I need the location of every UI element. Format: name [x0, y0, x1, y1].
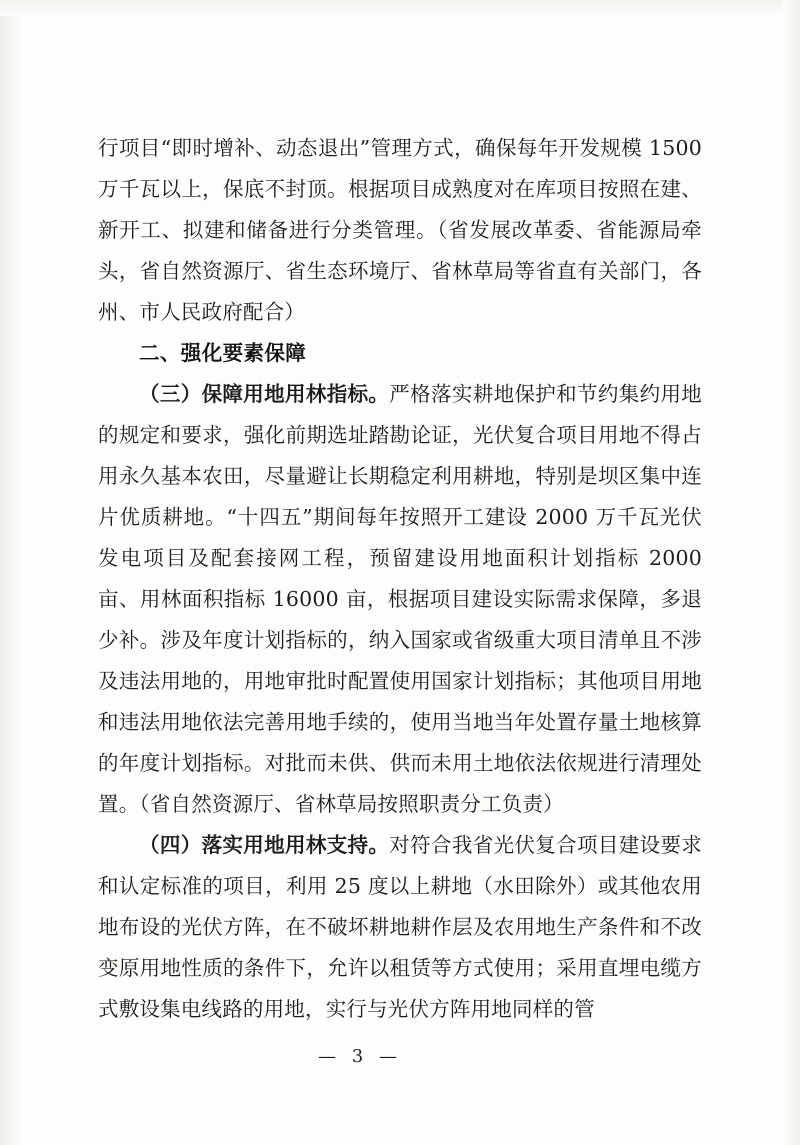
- paragraph-item-three-lead: （三）保障用地用林指标。: [139, 382, 390, 406]
- page-edge-shadow-top: [0, 0, 800, 16]
- page-number: — 3 —: [318, 1046, 402, 1067]
- paragraph-item-four: [98, 825, 702, 1030]
- section-heading-2: 二、强化要素保障: [139, 341, 307, 365]
- paragraph-item-four-lead: （四）落实用地用林支持。: [139, 833, 390, 857]
- paragraph-item-four-body: 对符合我省光伏复合项目建设要求和认定标准的项目，利用 25 度以上耕地（水田除外）或其他农用地布设的光伏方阵，在不破坏耕地耕作层及农用地生产条件和不改变原用地性质的条件下，允许以租赁等方式使用；采用直埋电缆方式敷设集电线路的用地，实行与光伏方阵用地同样的管: [98, 833, 703, 1021]
- page-text-body: [98, 128, 702, 1030]
- page-edge-shadow-left: [0, 0, 22, 1145]
- page-edge-shadow-right: [782, 0, 800, 1145]
- paragraph-continuation: 行项目“即时增补、动态退出”管理方式，确保每年开发规模 1500 万千瓦以上，保底不封顶。根据项目成熟度对在库项目按照在建、新开工、拟建和储备进行分类管理。（省发展改革委、省能源局牵头，省自然资源厅、省生态环境厅、省林草局等省直有关部门，各州、市人民政府配合）: [98, 136, 702, 324]
- paragraph-item-three: [98, 374, 702, 825]
- page-footer: [0, 1046, 800, 1067]
- paragraph-item-three-body: 严格落实耕地保护和节约集约用地的规定和要求，强化前期选址踏勘论证，光伏复合项目用地不得占用永久基本农田，尽量避让长期稳定利用耕地，特别是坝区集中连片优质耕地。“十四五”期间每年按照开工建设 2000 万千瓦光伏发电项目及配套接网工程，预留建设用地面积计划指标 2000 亩、用林面积指标 16000 亩，根据项目建设实际需求保障，多退少补。涉及年度计划指标的，纳入国家或省级重大项目清单且不涉及违法用地的，用地审批时配置使用国家计划指标；其他项目用地和违法用地依法完善用地手续的，使用当地当年处置存量土地核算的年度计划指标。对批而未供、供而未用土地依法依规进行清理处置。（省自然资源厅、省林草局按照职责分工负责）: [98, 382, 703, 816]
